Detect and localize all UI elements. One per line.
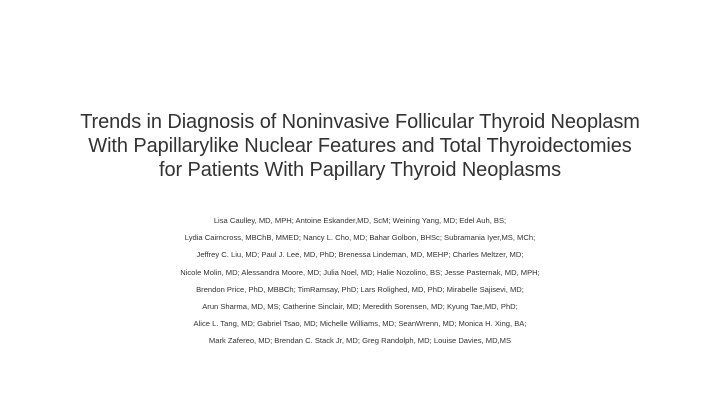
title-line-2: With Papillarylike Nuclear Features and Total Thyroidectomies — [88, 135, 632, 157]
author-line-1: Lisa Caulley, MD, MPH; Antoine Eskander,MD, ScM; Weining Yang, MD; Edel Auh, BS; — [213, 216, 507, 225]
author-line-3: Jeffrey C. Liu, MD; Paul J. Lee, MD, PhD; Brenessa Lindeman, MD, MEHP; Charles Meltzer, MD; — [196, 250, 524, 260]
slide-title — [60, 110, 660, 182]
author-list — [60, 212, 660, 350]
author-line-7: Alice L. Tang, MD; Gabriel Tsao, MD; Michelle Williams, MD; SeanWrenn, MD; Monica H. Xing, BA; — [193, 319, 527, 329]
title-line-3: for Patients With Papillary Thyroid Neoplasms — [159, 159, 561, 181]
author-line-2: Lydia Cairncross, MBChB, MMED; Nancy L. Cho, MD; Bahar Golbon, BHSc; Subramania Iyer,MS, MCh; — [184, 233, 536, 243]
author-line-6: Arun Sharma, MD, MS; Catherine Sinclair, MD; Meredith Sorensen, MD; Kyung Tae,MD, PhD; — [202, 301, 518, 311]
author-line-8: Mark Zafereo, MD; Brendan C. Stack Jr, MD; Greg Randolph, MD; Louise Davies, MD,MS — [208, 336, 512, 346]
author-line-5: Brendon Price, PhD, MBBCh; TimRamsay, PhD; Lars Rolighed, MD, PhD; Mirabelle Sajisevi, MD; — [196, 284, 524, 294]
title-line-1: Trends in Diagnosis of Noninvasive Follicular Thyroid Neoplasm — [80, 111, 640, 133]
author-line-4: Nicole Molin, MD; Alessandra Moore, MD; Julia Noel, MD; Halie Nozolino, BS; Jesse Pasternak, MD, MPH; — [180, 267, 540, 277]
